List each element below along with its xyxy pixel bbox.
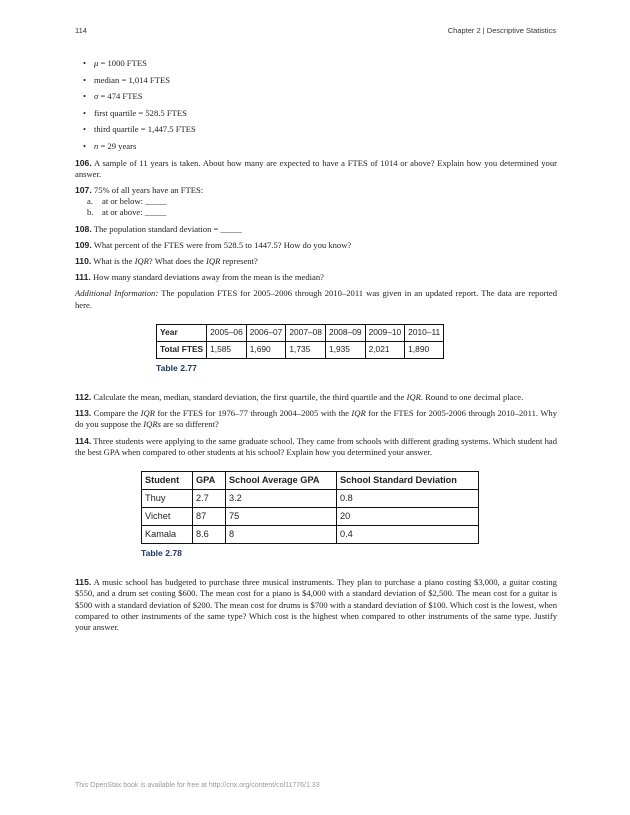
table-caption: Table 2.77 [156,362,197,373]
list-item: • σ = 474 FTES [75,91,557,108]
question-113: 113. Compare the IQR for the FTES for 1976–77 through 2004–2005 with the IQR for the FTES for 2005-2006 through 2010–2011. Why do you suppose the IQRs are so different? [75,408,558,430]
question-110: 110. What is the IQR? What does the IQR represent? [75,255,258,266]
table-cell: 1,935 [325,341,365,358]
table-cell: 2010–11 [405,324,444,341]
question-107: 107. 75% of all years have an FTES: a. at or below: _____ b. at or above: _____ [75,185,557,219]
table-cell: 20 [337,507,479,525]
question-106: 106. A sample of 11 years is taken. About how many are expected to have a FTES of 1014 or above? Explain how you determined your answer. [75,157,557,179]
table-cell: 2005–06 [207,324,247,341]
statistics-list [75,58,557,158]
table-row [142,507,479,525]
table-cell: 75 [226,507,337,525]
question-114: 114. Three students were applying to the same graduate school. They came from schools with different grading systems. Which student had the best GPA when compared to other students at his school? Explain how you determined your answer. [75,435,557,457]
table-cell: School Average GPA [226,471,337,489]
table-row [142,489,479,507]
table-cell: 8 [226,525,337,543]
list-item: • third quartile = 1,447.5 FTES [75,124,557,141]
question-115: 115. A music school has budgeted to purchase three musical instruments. They plan to purchase a piano costing $3,000, a guitar costing $550, and a drum set costing $600. The mean cost for a piano is $4,000 with a standard deviation of $2,500. The mean cost for a guitar is $500 with a standard deviation of $200. The mean cost for drums is $700 with a standard deviation of $100. Which cost is the lowest, when compared to other instruments of the same type? Which cost is the highest when compared to other instruments of the same type. Justify your answer. [75,577,557,632]
question-111: 111. How many standard deviations away from the mean is the median? [75,272,324,283]
table-cell: 3.2 [226,489,337,507]
page-content [75,58,557,633]
page-footer: This OpenStax book is available for free at http://cnx.org/content/col11776/1.33 [75,782,320,789]
list-item: • n = 29 years [75,141,557,158]
option-b: b. at or above: _____ [87,207,167,218]
table-cell: Total FTES [157,341,207,358]
table-2-77-block [156,324,557,374]
table-cell: 8.6 [193,525,226,543]
table-cell: Kamala [142,525,193,543]
fte-table [156,324,444,359]
table-2-78-block [141,471,557,559]
table-row [157,324,444,341]
table-cell: 2.7 [193,489,226,507]
question-112: 112. Calculate the mean, median, standard deviation, the first quartile, the third quartile and the IQR. Round to one decimal place. [75,391,524,402]
chapter-title: Chapter 2 | Descriptive Statistics [447,26,556,35]
table-cell: 2,021 [365,341,405,358]
table-cell: 1,690 [246,341,286,358]
list-item: • first quartile = 528.5 FTES [75,108,557,125]
table-cell: Thuy [142,489,193,507]
table-cell: 0.4 [337,525,479,543]
table-row [142,525,479,543]
table-cell: 87 [193,507,226,525]
table-cell: 1,890 [405,341,444,358]
table-cell: 1,735 [286,341,326,358]
question-109: 109. What percent of the FTES were from 528.5 to 1447.5? How do you know? [75,239,352,250]
table-cell: 1,585 [207,341,247,358]
table-row [157,341,444,358]
table-cell: GPA [193,471,226,489]
table-caption: Table 2.78 [141,547,182,558]
option-a: a. at or below: _____ [87,196,167,207]
table-cell: 2007–08 [286,324,326,341]
table-cell: Student [142,471,193,489]
table-cell: Year [157,324,207,341]
table-cell: 0.8 [337,489,479,507]
table-cell: 2009–10 [365,324,405,341]
gpa-table [141,471,479,544]
question-108: 108. The population standard deviation = _____ [75,223,243,234]
table-cell: School Standard Deviation [337,471,479,489]
list-item: • median = 1,014 FTES [75,75,557,92]
page-number: 114 [75,26,87,35]
list-item: • μ = 1000 FTES [75,58,557,75]
table-cell: 2008–09 [325,324,365,341]
additional-information: Additional Information: The population FTES for 2005–2006 through 2010–2011 was given in an updated report. The data are reported here. [75,288,557,310]
table-cell: 2006–07 [246,324,286,341]
table-row [142,471,479,489]
table-cell: Vichet [142,507,193,525]
